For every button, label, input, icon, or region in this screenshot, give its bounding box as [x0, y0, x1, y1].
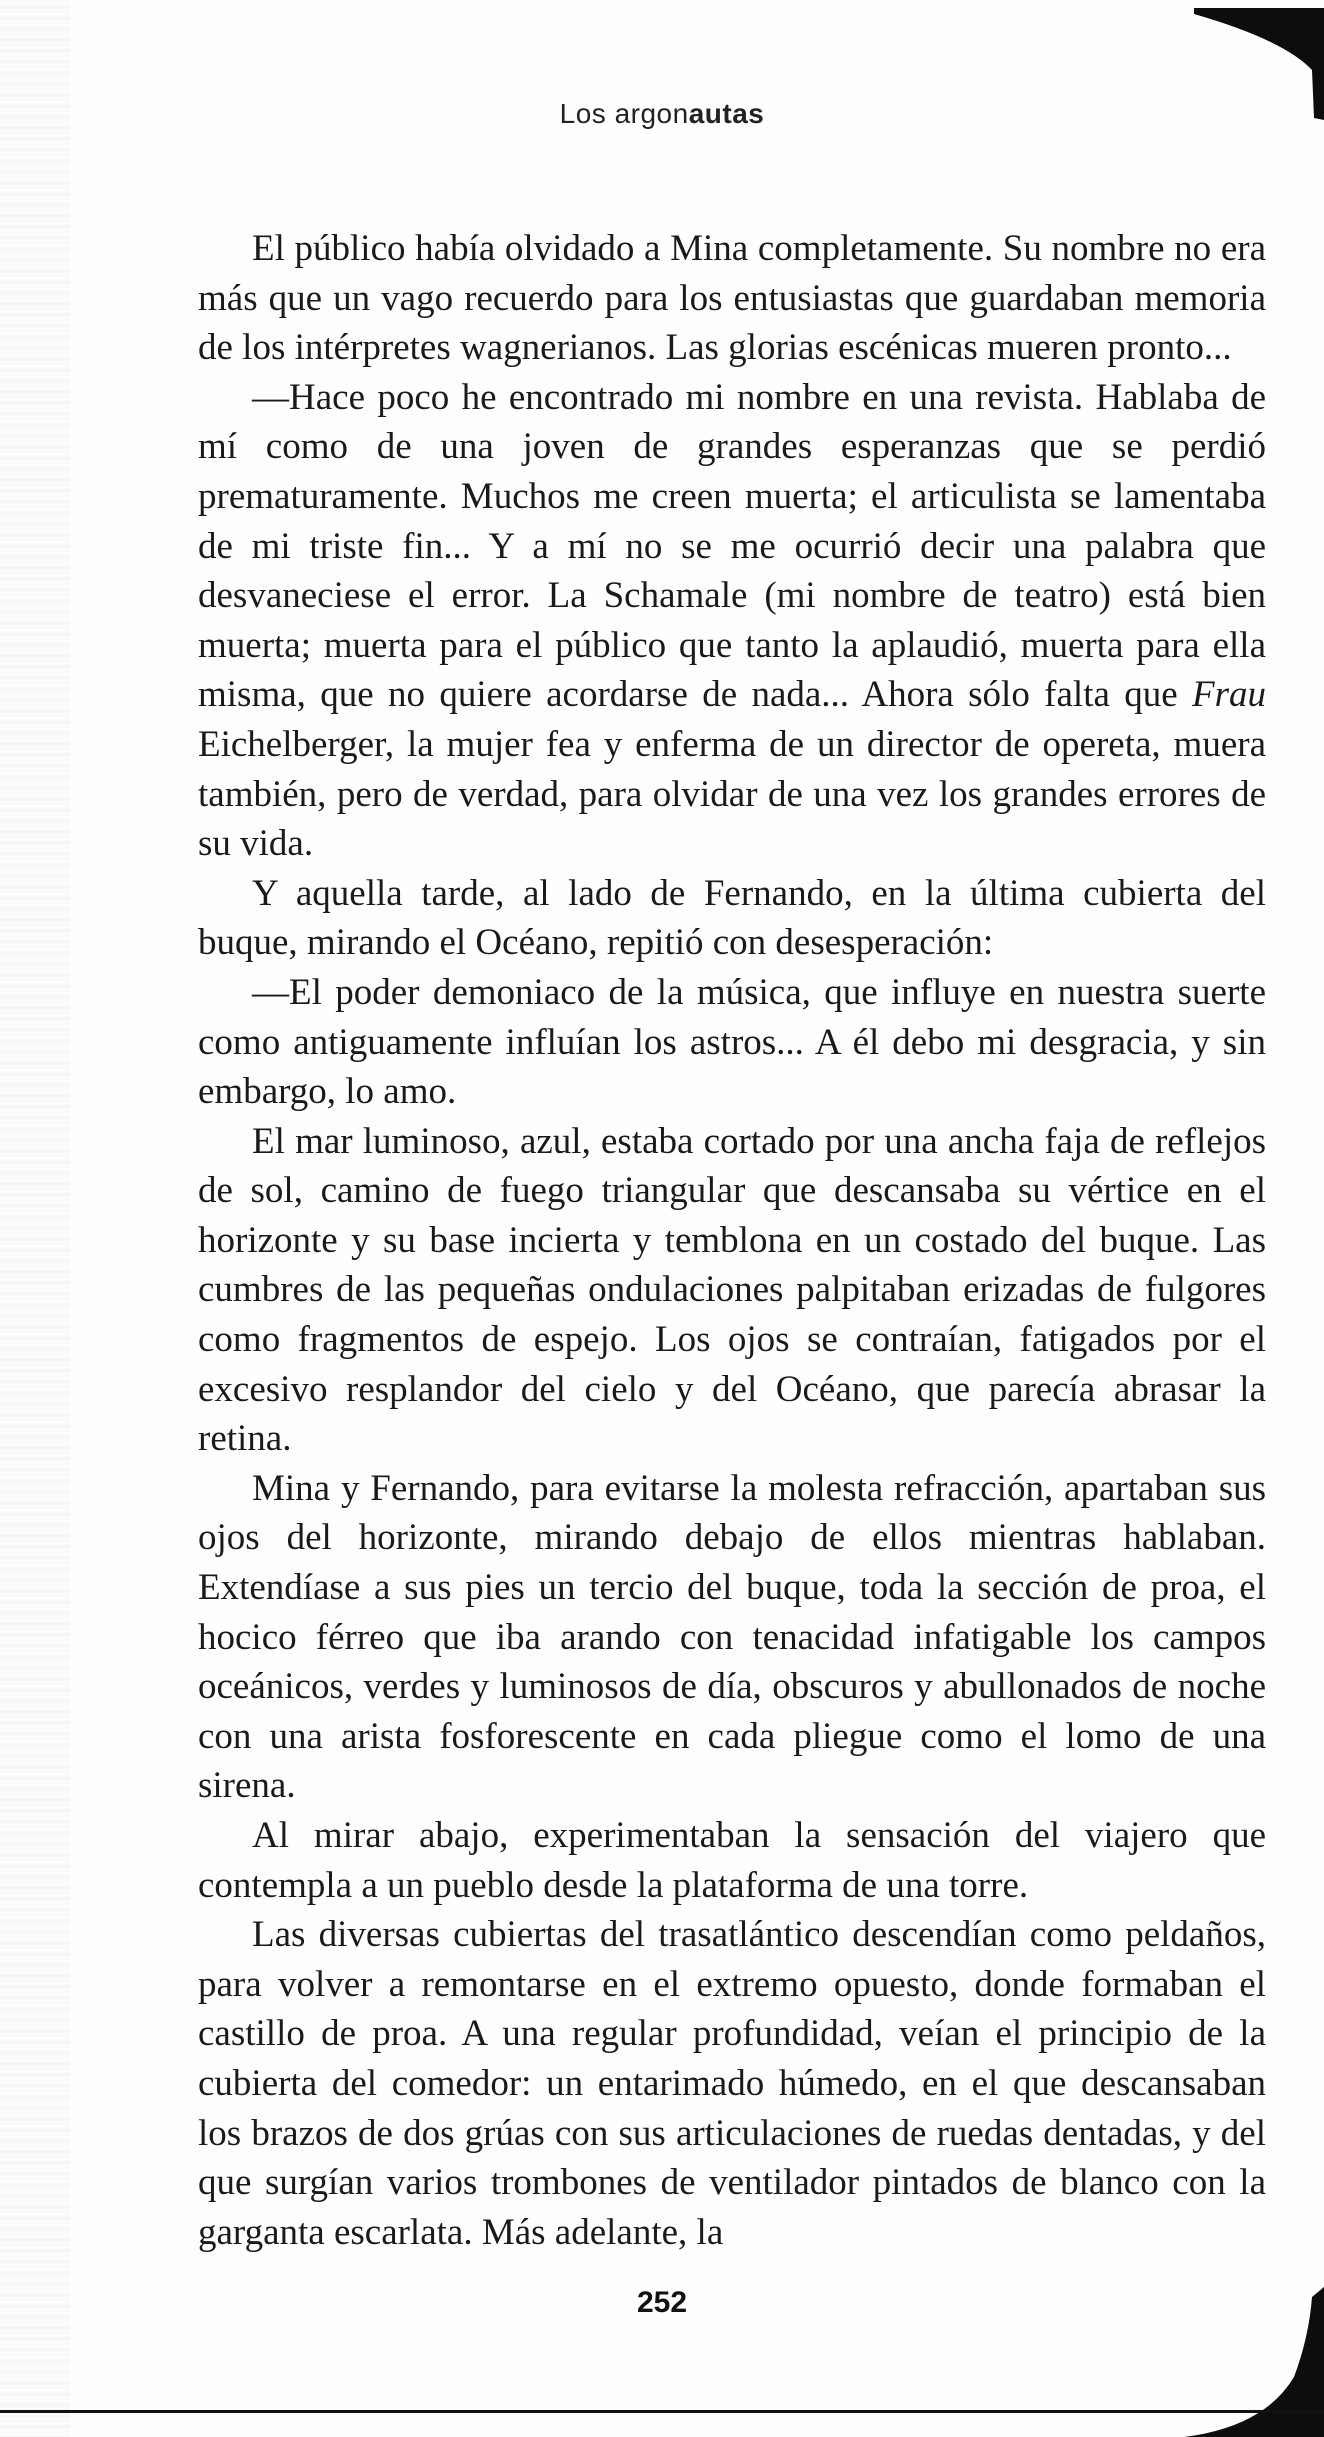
page-number: 252: [636, 2286, 688, 2319]
paragraph-7: Al mirar abajo, experimentaban la sensación del viajero que contempla a un pueblo desde la plataforma de una torre.: [198, 1815, 1266, 1906]
running-head-normal: Los argon: [559, 98, 689, 129]
paragraph-4: —El poder demoniaco de la música, que influye en nuestra suerte como antiguamente influían los astros... A él debo mi desgracia, y sin embargo, lo amo.: [198, 971, 1266, 1113]
body-text: [198, 224, 1266, 2257]
paragraph-2-tail: Eichelberger, la mujer fea y enferma de un director de opereta, muera también, pero de verdad, para olvidar de una vez los grandes errores de su vida.: [198, 723, 1266, 865]
running-head: [0, 98, 1324, 130]
paragraph-5: El mar luminoso, azul, estaba cortado por una ancha faja de reflejos de sol, camino de fuego triangular que descansaba su vértice en el horizonte y su base incierta y temblona en un costado del buque. Las cumbres de las pequeñas ondulaciones palpitaban erizadas de fulgores como fragmentos de espejo. Los ojos se contraían, fatigados por el excesivo resplandor del cielo y del Océano, que parecía abrasar la retina.: [198, 1120, 1266, 1460]
paragraph-8: Las diversas cubiertas del trasatlántico descendían como peldaños, para volver a remontarse en el extremo opuesto, donde formaban el castillo de proa. A una regular profundidad, veían el principio de la cubierta del comedor: un entarimado húmedo, en el que descansaban los brazos de dos grúas con sus articulaciones de ruedas dentadas, y del que surgían varios trombones de ventilador pintados de blanco con la garganta escarlata. Más adelante, la: [198, 1914, 1266, 2253]
paragraph-2-italic: Frau: [1192, 674, 1267, 716]
paragraph-2: [198, 373, 1266, 869]
paragraph-3: Y aquella tarde, al lado de Fernando, en la última cubierta del buque, mirando el Océano, repitió con desesperación:: [198, 872, 1266, 964]
bottom-rule: [0, 2410, 1324, 2413]
scan-edge-shadow: [0, 0, 70, 2437]
paragraph-6: Mina y Fernando, para evitarse la molesta refracción, apartaban sus ojos del horizonte, mirando debajo de ellos mientras hablaban. Extendíase a sus pies un tercio del buque, toda la sección de proa, el hocico férreo que iba arando con tenacidad infatigable los campos oceánicos, verdes y luminosos de día, obscuros y abullonados de noche con una arista fosforescente en cada pliegue como el lomo de una sirena.: [198, 1467, 1266, 1807]
running-head-bold: autas: [688, 98, 765, 129]
paragraph-2-lead: —Hace poco he encontrado mi nombre en una revista. Hablaba de mí como de una joven de grandes esperanzas que se perdió prematuramente. Muchos me creen muerta; el articulista se lamentaba de mi triste fin... Y a mí no se me ocurrió decir una palabra que desvaneciese el error. La Schamale (mi nombre de teatro) está bien muerta; muerta para el público que tanto la aplaudió, muerta para ella misma, que no quiere acordarse de nada... Ahora sólo falta que: [198, 376, 1266, 716]
paragraph-1: El público había olvidado a Mina completamente. Su nombre no era más que un vago recuerdo para los entusiastas que guardaban memoria de los intérpretes wagnerianos. Las glorias escénicas mueren pronto...: [198, 228, 1266, 369]
